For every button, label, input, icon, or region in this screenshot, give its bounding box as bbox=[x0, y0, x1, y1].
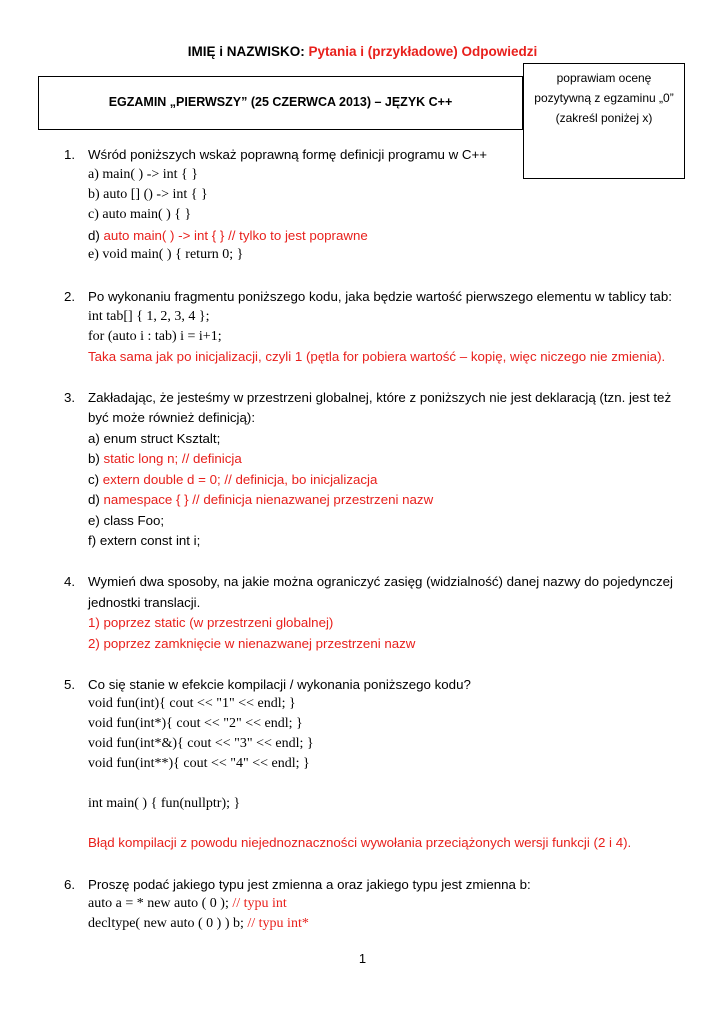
q3-number: 3. bbox=[64, 390, 76, 405]
q5-code-4: void fun(int**){ cout << "4" << endl; } bbox=[88, 756, 310, 771]
q1-text: Wśród poniższych wskaż poprawną formę definicji programu w C++ bbox=[88, 147, 488, 162]
q1-option-e: e) void main( ) { return 0; } bbox=[88, 247, 244, 262]
q3-option-c-prefix: c) bbox=[88, 472, 103, 487]
q4-answer-2: 2) poprzez zamknięcie w nienazwanej przestrzeni nazw bbox=[88, 636, 416, 651]
q5-number: 5. bbox=[64, 677, 76, 692]
q3-text-1: Zakładając, że jesteśmy w przestrzeni globalnej, które z poniższych nie jest deklaracją (tzn. jest też bbox=[88, 390, 672, 405]
q6-comment-2: // typu int* bbox=[247, 916, 309, 931]
q1-option-c: c) auto main( ) { } bbox=[88, 207, 192, 222]
q6-code-2 bbox=[88, 916, 309, 932]
q6-comment-1: // typu int bbox=[232, 896, 287, 911]
q1-option-b: b) auto [] () -> int { } bbox=[88, 187, 208, 202]
page-header bbox=[0, 44, 725, 59]
q5-code-5: int main( ) { fun(nullptr); } bbox=[88, 796, 241, 811]
q6-text: Proszę podać jakiego typu jest zmienna a oraz jakiego typu jest zmienna b: bbox=[88, 877, 531, 892]
q5-code-2: void fun(int*){ cout << "2" << endl; } bbox=[88, 716, 303, 731]
q3-option-f: f) extern const int i; bbox=[88, 533, 201, 548]
header-label: IMIĘ i NAZWISKO: bbox=[187, 44, 305, 59]
q3-option-d-prefix: d) bbox=[88, 492, 104, 507]
q2-text: Po wykonaniu fragmentu poniższego kodu, jaka będzie wartość pierwszego elementu w tablicy tab: bbox=[88, 289, 672, 304]
grade-line-2: pozytywną z egzaminu „0” bbox=[534, 91, 674, 105]
q2-number: 2. bbox=[64, 289, 76, 304]
q4-text-1: Wymień dwa sposoby, na jakie można ograniczyć zasięg (widzialność) danej nazwy do pojedynczej bbox=[88, 574, 673, 589]
q3-option-e: e) class Foo; bbox=[88, 513, 165, 528]
q1-number: 1. bbox=[64, 147, 76, 162]
q3-option-c bbox=[88, 472, 377, 487]
q4-answer-1: 1) poprzez static (w przestrzeni globalnej) bbox=[88, 615, 334, 630]
q3-option-d-answer: namespace { } // definicja nienazwanej przestrzeni nazw bbox=[103, 492, 434, 507]
q1-option-a: a) main( ) -> int { } bbox=[88, 167, 198, 182]
q3-text-2: być może również definicją): bbox=[88, 410, 256, 425]
q3-option-c-answer: extern double d = 0; // definicja, bo inicjalizacja bbox=[102, 472, 378, 487]
q5-code-3: void fun(int*&){ cout << "3" << endl; } bbox=[88, 736, 314, 751]
q2-code-1: int tab[] { 1, 2, 3, 4 }; bbox=[88, 309, 210, 324]
grade-line-3: (zakreśl poniżej x) bbox=[555, 111, 653, 125]
q4-number: 4. bbox=[64, 574, 76, 589]
q6-number: 6. bbox=[64, 877, 76, 892]
header-value: Pytania i (przykładowe) Odpowiedzi bbox=[308, 44, 538, 59]
q3-option-d bbox=[88, 492, 433, 507]
q5-code-1: void fun(int){ cout << "1" << endl; } bbox=[88, 696, 296, 711]
grade-line-1: poprawiam ocenę bbox=[556, 71, 652, 85]
q5-answer: Błąd kompilacji z powodu niejednoznaczności wywołania przeciążonych wersji funkcji (2 i 4). bbox=[88, 835, 632, 850]
q2-code-2: for (auto i : tab) i = i+1; bbox=[88, 329, 222, 344]
q4-text-2: jednostki translacji. bbox=[88, 595, 201, 610]
q1-option-d-prefix: d) bbox=[88, 228, 104, 243]
q3-option-b-answer: static long n; // definicja bbox=[103, 451, 242, 466]
q1-option-d bbox=[88, 228, 368, 243]
q6-code-1 bbox=[88, 896, 287, 912]
q3-option-b-prefix: b) bbox=[88, 451, 104, 466]
q1-option-d-answer: auto main( ) -> int { } // tylko to jest poprawne bbox=[103, 228, 368, 243]
q3-option-a: a) enum struct Ksztalt; bbox=[88, 431, 221, 446]
q6-code-1-text: auto a = * new auto ( 0 ); bbox=[88, 896, 233, 911]
q2-answer: Taka sama jak po inicjalizacji, czyli 1 (pętla for pobiera wartość – kopię, więc niczego nie zmienia). bbox=[88, 349, 666, 364]
exam-title: EGZAMIN „PIERWSZY” (25 CZERWCA 2013) – JĘZYK C++ bbox=[108, 95, 453, 109]
q6-code-2-text: decltype( new auto ( 0 ) ) b; bbox=[88, 916, 248, 931]
q3-option-b bbox=[88, 451, 242, 466]
q5-text: Co się stanie w efekcie kompilacji / wykonania poniższego kodu? bbox=[88, 677, 471, 692]
page-number: 1 bbox=[358, 951, 367, 966]
